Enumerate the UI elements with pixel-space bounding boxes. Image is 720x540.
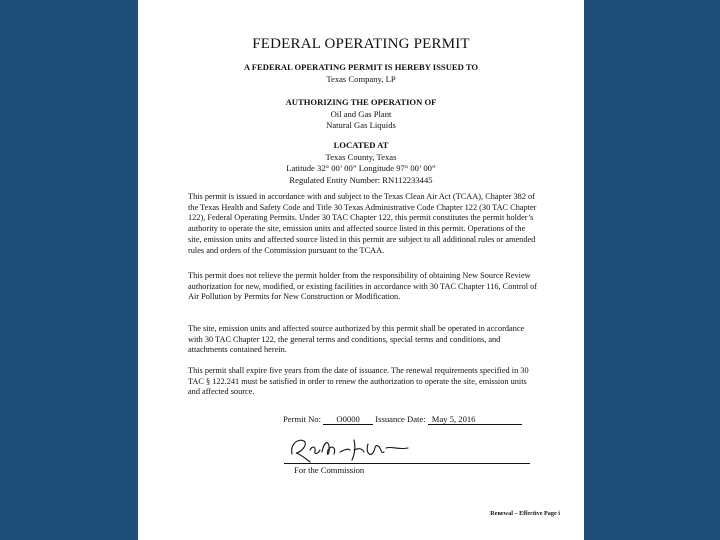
- document-title: FEDERAL OPERATING PERMIT: [252, 36, 470, 52]
- operation-line-2: Natural Gas Liquids: [326, 120, 396, 130]
- coordinates: Latitude 32° 00’ 00” Longitude 97° 00’ 00”: [286, 163, 436, 173]
- regulated-entity-number: Regulated Entity Number: RN112233445: [289, 174, 433, 185]
- permit-no-value: O0000: [323, 414, 373, 425]
- signature: [288, 432, 413, 466]
- signature-line: [284, 463, 530, 464]
- permit-no-label: Permit No:: [283, 414, 321, 424]
- signatory-label: For the Commission: [294, 465, 365, 475]
- location-block: [138, 140, 584, 186]
- permit-number-line: [283, 414, 522, 425]
- paragraph-operation: The site, emission units and affected source authorized by this permit shall be operated in accordance with 30 TAC Chapter 122, the general terms and conditions, special terms and conditions, and attachments contained herein.: [188, 324, 525, 355]
- authorizing-block: [138, 97, 584, 132]
- operation-line-1: Oil and Gas Plant: [330, 108, 392, 119]
- county: Texas County, Texas: [325, 151, 397, 162]
- issuance-date-label: Issuance Date:: [375, 414, 426, 424]
- authorizing-heading: AUTHORIZING THE OPERATION OF: [285, 97, 437, 107]
- paragraph-issuance: This permit is issued in accordance with and subject to the Texas Clean Air Act (TCAA), Chapter 382 of the Texas Health and Safety Code and Title 30 Texas Administrative Code Chapter 122 (30 TAC Chapter 122), Federal Operating Permits. Under 30 TAC Chapter 122, this permit constitutes the permit holder’s authority to operate the site, emission units and affected source listed in this permit. Operations of the site, emission units and affected source listed in this permit are subject to all additional rules or amended rules and orders of the Commission pursuant to the TCAA.: [188, 192, 537, 255]
- company-name: Texas Company, LP: [326, 73, 396, 84]
- issued-heading: A FEDERAL OPERATING PERMIT IS HEREBY ISSUED TO: [243, 62, 479, 72]
- paragraph-expiration: This permit shall expire five years from the date of issuance. The renewal requirements specified in 30 TAC § 122.241 must be satisfied in order to renew the authorization to operate the site, emission units and affected source.: [188, 366, 529, 397]
- page-footer: Renewal – Effective Page i: [490, 510, 560, 517]
- document-page: [138, 0, 584, 540]
- issued-to-block: [138, 62, 584, 85]
- located-heading: LOCATED AT: [333, 140, 389, 150]
- paragraph-nsr: This permit does not relieve the permit holder from the responsibility of obtaining New Source Review authorization for new, modified, or existing facilities in accordance with 30 TAC Chapter 116, Control of Air Pollution by Permits for New Construction or Modification.: [188, 271, 538, 302]
- issuance-date-value: May 5, 2016: [428, 414, 522, 425]
